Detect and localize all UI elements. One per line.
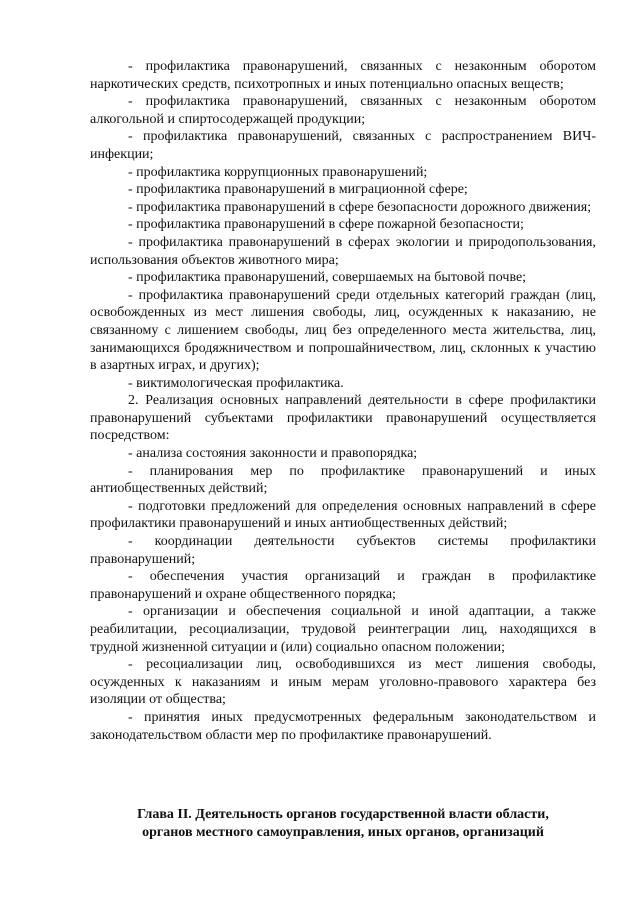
paragraph-hiv-prevention: - профилактика правонарушений, связанных с распространением ВИЧ-инфекции; (90, 129, 596, 162)
paragraph-road-safety-prevention: - профилактика правонарушений в сфере безопасности дорожного движения; (128, 199, 592, 215)
chapter-heading-line-1: Глава II. Деятельность органов государственной власти области, (137, 807, 549, 822)
paragraph-proposals: - подготовки предложений для определения основных направлений в сфере профилактики правонарушений и иных антиобщественных действий; (90, 498, 596, 532)
body-text (90, 58, 596, 744)
paragraph-planning: - планирования мер по профилактике правонарушений и иных антиобщественных действий; (90, 463, 596, 497)
paragraph-alcohol-prevention: - профилактика правонарушений, связанных с незаконным оборотом алкогольной и спиртосодержащей продукции; (90, 94, 596, 127)
paragraph-victimological-prevention: - виктимологическая профилактика. (128, 375, 344, 391)
paragraph-other-measures: - принятия иных предусмотренных федеральным законодательством и законодательством области мер по профилактике правонарушений. (90, 709, 596, 743)
chapter-heading-line-2: органов местного самоуправления, иных органов, организаций (142, 825, 544, 840)
paragraph-corruption-prevention: - профилактика коррупционных правонарушений; (128, 164, 428, 180)
paragraph-coordination: - координации деятельности субъектов системы профилактики правонарушений; (90, 534, 596, 567)
paragraph-fire-safety-prevention: - профилактика правонарушений в сфере пожарной безопасности; (128, 217, 524, 233)
paragraph-categories-prevention: - профилактика правонарушений среди отдельных категорий граждан (лиц, освобожденных из мест лишения свободы, лиц, осужденных к наказанию, не связанному с лишением свободы, лиц без определенного места жительства, лиц, занимающихся бродяжничеством и попрошайничеством, лиц, склонных к участию в азартных играх, и других); (90, 287, 596, 374)
paragraph-participation: - обеспечения участия организаций и граждан в профилактике правонарушений и охране общественного порядка; (90, 569, 596, 602)
paragraph-drugs-prevention: - профилактика правонарушений, связанных с незаконным оборотом наркотических средств, психотропных и иных потенциально опасных веществ; (90, 59, 596, 92)
paragraph-implementation-intro: 2. Реализация основных направлений деятельности в сфере профилактики правонарушений субъектами профилактики правонарушений осуществляется посредством: (90, 393, 596, 444)
paragraph-ecology-prevention: - профилактика правонарушений в сферах экологии и природопользования, использования объектов животного мира; (90, 234, 596, 268)
paragraph-resocialization: - ресоциализации лиц, освободившихся из мест лишения свободы, осужденных к наказаниям и иным мерам уголовно-правового характера без изоляции от общества; (90, 657, 596, 708)
paragraph-domestic-prevention: - профилактика правонарушений, совершаемых на бытовой почве; (128, 270, 527, 286)
paragraph-analysis: - анализа состояния законности и правопорядка; (128, 446, 418, 462)
paragraph-adaptation: - организации и обеспечения социальной и иной адаптации, а также реабилитации, ресоциализации, трудовой реинтеграции лиц, находящихся в трудной жизненной ситуации и (или) социально опасном положении; (90, 604, 596, 655)
chapter-heading (90, 806, 596, 842)
paragraph-migration-prevention: - профилактика правонарушений в миграционной сфере; (128, 182, 468, 198)
